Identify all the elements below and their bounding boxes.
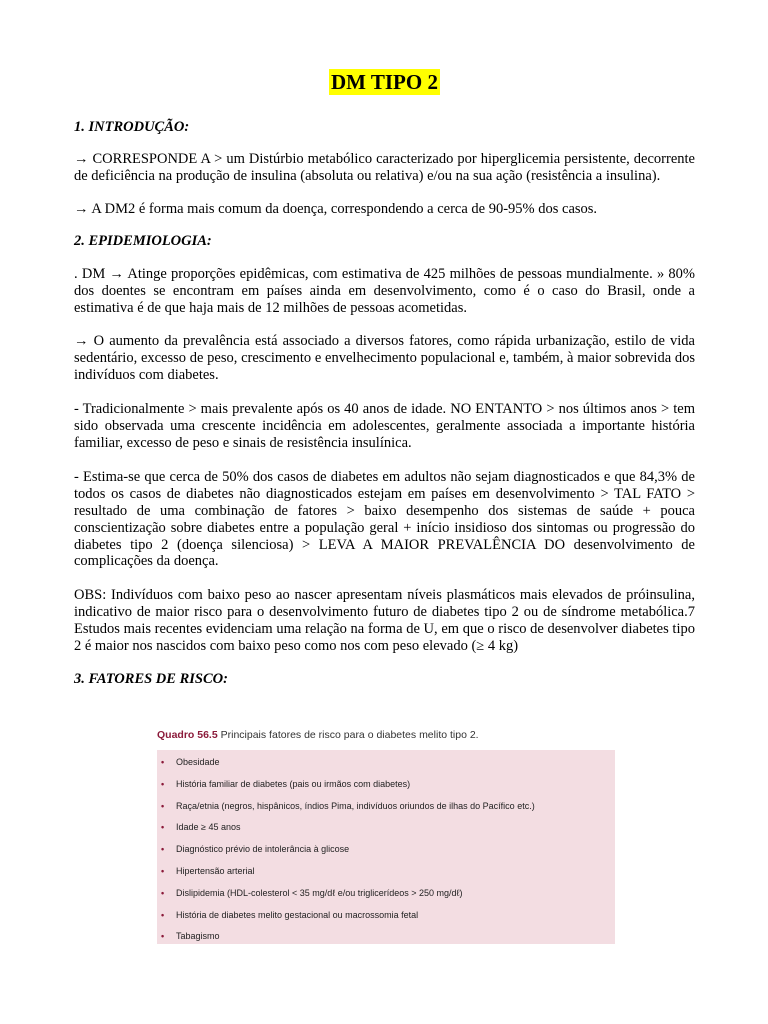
risk-factors-list bbox=[157, 752, 615, 948]
document-title: DM TIPO 2 bbox=[331, 70, 438, 94]
list-item-text: Dislipidemia (HDL-colesterol < 35 mg/dℓ e/ou triglicerídeos > 250 mg/dℓ) bbox=[176, 887, 463, 898]
paragraph-epi-global: . DM → Atinge proporções epidêmicas, com estimativa de 425 milhões de pessoas mundialmente. » 80% dos doentes se encontram em países ainda em desenvolvimento, como é o caso do Brasil, onde a estimativa é de que haja mais de 12 milhões de pessoas acometidas. bbox=[74, 265, 695, 316]
bullet-icon: • bbox=[161, 887, 165, 898]
table-caption-text: Principais fatores de risco para o diabetes melito tipo 2. bbox=[220, 729, 479, 741]
table-caption bbox=[157, 728, 615, 742]
list-item-text: Hipertensão arterial bbox=[176, 865, 255, 876]
list-item-text: Raça/etnia (negros, hispânicos, índios Pima, indivíduos oriundos de ilhas do Pacífico etc.) bbox=[176, 800, 535, 811]
list-item-text: História de diabetes melito gestacional ou macrossomia fetal bbox=[176, 909, 419, 920]
list-item bbox=[157, 883, 615, 905]
title-wrapper bbox=[74, 69, 695, 97]
list-item-text: Diagnóstico prévio de intolerância à glicose bbox=[176, 844, 350, 855]
paragraph-epi-age: - Tradicionalmente > mais prevalente após os 40 anos de idade. NO ENTANTO > nos últimos anos > tem sido observada uma crescente incidência em adolescentes, geralmente associada a importante história familiar, excesso de peso e sinais de resistência insulínica. bbox=[74, 401, 695, 451]
table-number: Quadro 56.5 bbox=[157, 729, 218, 741]
section-heading-introducao: 1. INTRODUÇÃO: bbox=[74, 119, 190, 135]
document-page bbox=[74, 0, 695, 688]
list-item bbox=[157, 774, 615, 796]
bullet-icon: • bbox=[161, 822, 165, 833]
bullet-icon: • bbox=[161, 757, 165, 767]
list-item bbox=[157, 796, 615, 818]
list-item bbox=[157, 839, 615, 861]
list-item bbox=[157, 817, 615, 839]
bullet-icon: • bbox=[161, 800, 165, 811]
section-heading-epidemiologia: 2. EPIDEMIOLOGIA: bbox=[74, 232, 212, 249]
risk-factors-table bbox=[157, 728, 615, 944]
paragraph-intro-dm2: → A DM2 é forma mais comum da doença, correspondendo a cerca de 90-95% dos casos. bbox=[74, 200, 598, 217]
paragraph-epi-factors: → O aumento da prevalência está associado a diversos fatores, como rápida urbanização, estilo de vida sedentário, excesso de peso, crescimento e envelhecimento populacional e, também, à maior sobrevida dos indivíduos com diabetes. bbox=[74, 333, 695, 384]
list-item-text: História familiar de diabetes (pais ou irmãos com diabetes) bbox=[176, 778, 411, 789]
list-item-text: Idade ≥ 45 anos bbox=[176, 822, 241, 833]
bullet-icon: • bbox=[161, 778, 165, 789]
list-item-text: Tabagismo bbox=[176, 931, 220, 942]
paragraph-epi-undiagnosed: - Estima-se que cerca de 50% dos casos de diabetes em adultos não sejam diagnosticados e que 84,3% de todos os casos de diabetes não diagnosticados estejam em países em desenvolvimento > TAL FATO > resultado de uma combinação de fatores > baixo desempenho dos sistemas de saúde + pouca conscientização sobre diabetes entre a população geral + início insidioso dos sintomas ou progressão do diabetes tipo 2 (doença silenciosa) > LEVA A MAIOR PREVALÊNCIA DO desenvolvimento de complicações da doença. bbox=[74, 468, 695, 570]
table-box bbox=[157, 750, 615, 944]
paragraph-intro-definition: → CORRESPONDE A > um Distúrbio metabólico caracterizado por hiperglicemia persistente, decorrente de deficiência na produção de insulina (absoluta ou relativa) e/ou na sua ação (resistência a insulina). bbox=[74, 151, 695, 184]
section-heading-fatores-de-risco: 3. FATORES DE RISCO: bbox=[74, 670, 228, 687]
list-item bbox=[157, 905, 615, 927]
paragraph-epi-obs: OBS: Indivíduos com baixo peso ao nascer apresentam níveis plasmáticos mais elevados de próinsulina, indicativo de maior risco para o desenvolvimento futuro de diabetes tipo 2 ou de síndrome metabólica.7 Estudos mais recentes evidenciam uma relação na forma de U, em que o risco de desenvolver diabetes tipo 2 é maior nos nascidos com baixo peso como nos com peso elevado (≥ 4 kg) bbox=[74, 587, 695, 655]
list-item-text: Obesidade bbox=[176, 757, 220, 767]
bullet-icon: • bbox=[161, 844, 165, 855]
bullet-icon: • bbox=[161, 909, 165, 920]
list-item bbox=[157, 926, 615, 948]
bullet-icon: • bbox=[161, 931, 165, 942]
bullet-icon: • bbox=[161, 865, 165, 876]
list-item bbox=[157, 861, 615, 883]
list-item bbox=[157, 752, 615, 774]
